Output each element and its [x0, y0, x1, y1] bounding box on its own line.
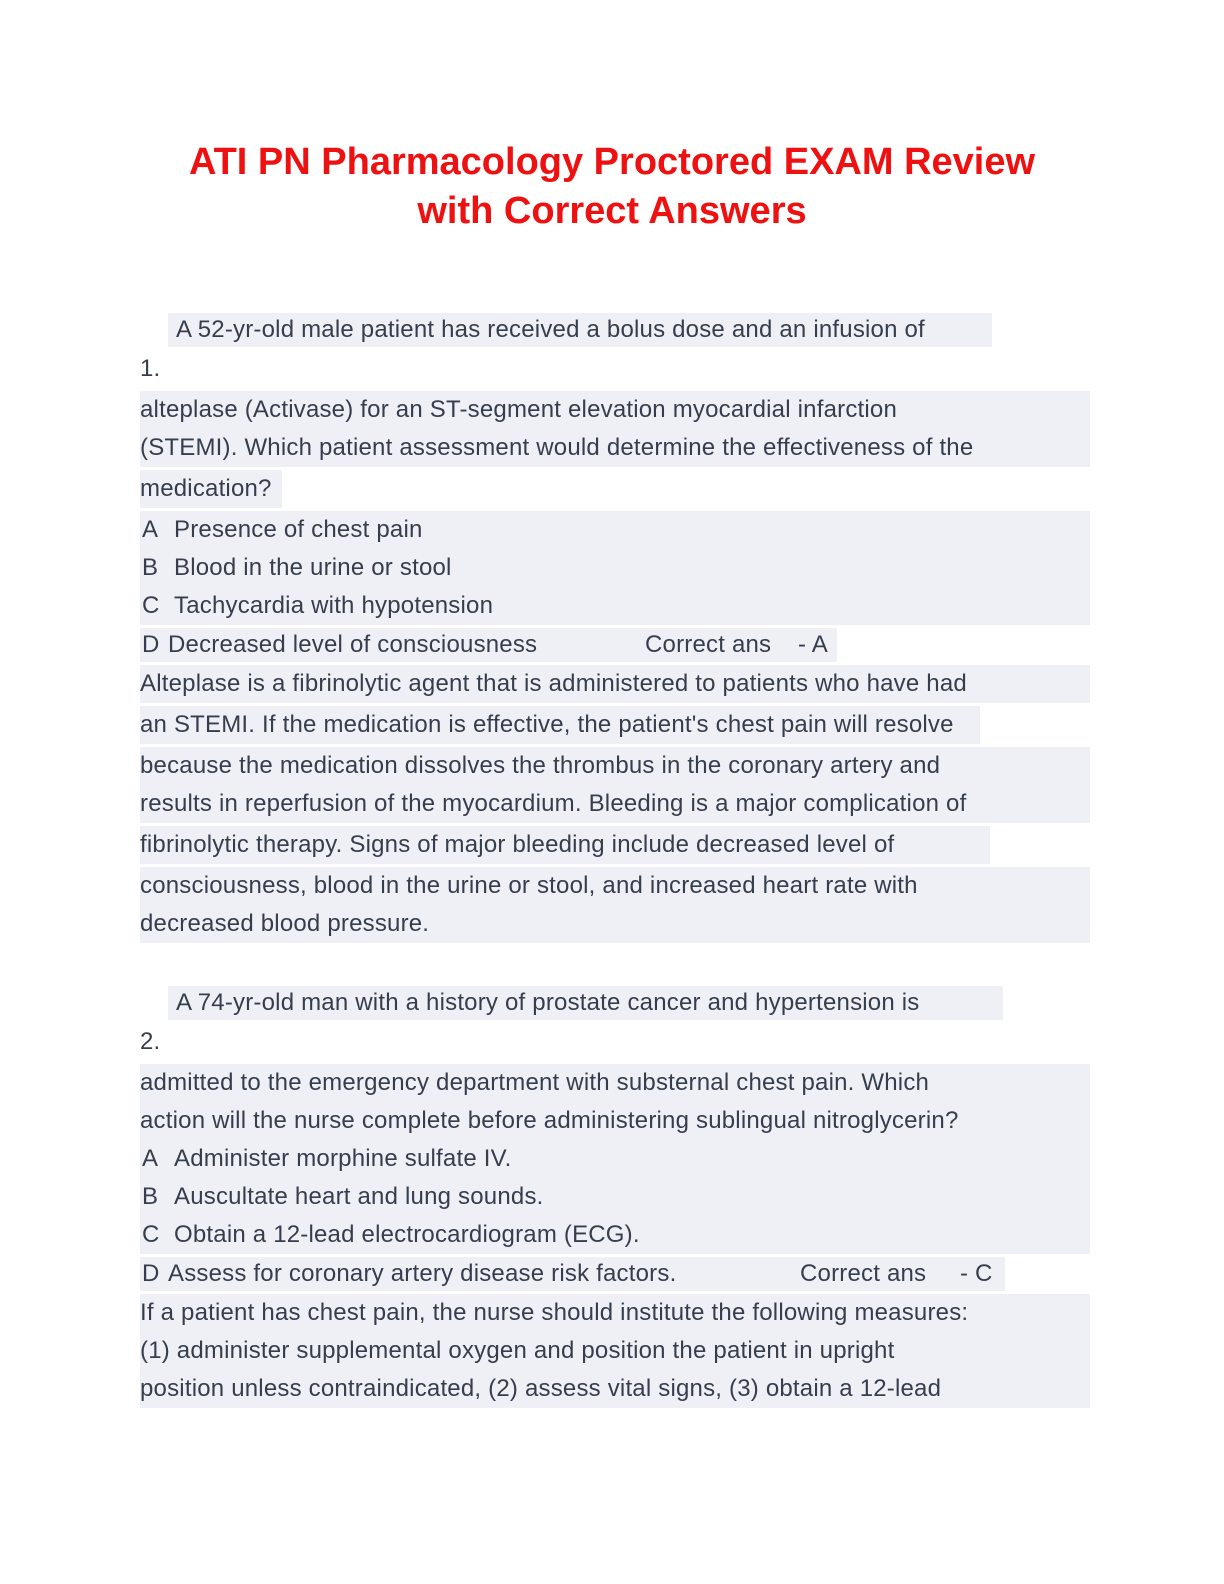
highlighted-text-block [140, 747, 1090, 823]
option-text: Administer morphine sulfate IV. [174, 1145, 512, 1172]
paragraph-line [140, 1332, 1090, 1370]
question-intro-line [140, 310, 1100, 348]
option-text: Assess for coronary artery disease risk factors. [168, 1260, 677, 1287]
option-text: Tachycardia with hypotension [174, 592, 494, 619]
paragraph-text: (1) administer supplemental oxygen and position the patient in upright [140, 1337, 895, 1364]
paragraph-text: fibrinolytic therapy. Signs of major bleeding include decreased level of [140, 831, 895, 858]
question-intro-line [140, 983, 1100, 1021]
option-letter: A [142, 516, 159, 543]
paragraph-text: action will the nurse complete before administering sublingual nitroglycerin? [140, 1107, 959, 1134]
highlighted-text-block [140, 665, 1090, 703]
paragraph-text: Alteplase is a fibrinolytic agent that is administered to patients who have had [140, 670, 967, 697]
highlighted-text-block [140, 826, 990, 864]
highlighted-text-block [140, 470, 282, 508]
question-intro-text: A 52-yr-old male patient has received a bolus dose and an infusion of [168, 313, 992, 347]
correct-answer-label: Correct ans [800, 1260, 927, 1287]
paragraph-line [140, 470, 282, 508]
paragraph-line [140, 826, 990, 864]
option-text: Decreased level of consciousness [168, 631, 538, 658]
paragraph-line [140, 1102, 1090, 1140]
paragraph-line [140, 391, 1090, 429]
option-line [140, 549, 1090, 587]
question-number: 2. [140, 1028, 161, 1055]
paragraph-text: (STEMI). Which patient assessment would determine the effectiveness of the [140, 434, 974, 461]
option-line [140, 587, 1090, 625]
option-line [140, 1178, 1090, 1216]
paragraph-text: admitted to the emergency department with substernal chest pain. Which [140, 1069, 930, 1096]
paragraph-line [140, 867, 1090, 905]
page-title-line-2: with Correct Answers [417, 190, 807, 232]
question-2 [140, 983, 1100, 1408]
option-letter: B [142, 1183, 159, 1210]
option-text: Blood in the urine or stool [174, 554, 452, 581]
highlighted-text-block [140, 1064, 1090, 1254]
option-letter: D [142, 631, 160, 658]
question-intro-text: A 74-yr-old man with a history of prostate cancer and hypertension is [168, 986, 1003, 1020]
paragraph-line [140, 1064, 1090, 1102]
page-title [0, 138, 1224, 236]
option-letter: D [142, 1260, 160, 1287]
paragraph-line [140, 429, 1090, 467]
option-line [140, 511, 1090, 549]
option-text: Presence of chest pain [174, 516, 423, 543]
highlighted-text-block [140, 511, 1090, 625]
highlighted-text-block [140, 867, 1090, 943]
option-letter: A [142, 1145, 159, 1172]
page-title-line-1: ATI PN Pharmacology Proctored EXAM Review [188, 141, 1036, 183]
correct-answer-value: - C [960, 1260, 993, 1287]
option-text: Obtain a 12-lead electrocardiogram (ECG). [174, 1221, 640, 1248]
paragraph-line [140, 1370, 1090, 1408]
paragraph-line [140, 665, 1090, 703]
paragraph-text: decreased blood pressure. [140, 910, 430, 937]
option-letter: C [142, 592, 160, 619]
highlighted-text-block [140, 391, 1090, 467]
paragraph-text: medication? [140, 475, 272, 502]
question-1 [140, 310, 1100, 943]
paragraph-text: position unless contraindicated, (2) assess vital signs, (3) obtain a 12-lead [140, 1375, 942, 1402]
answer-line [140, 1257, 1005, 1291]
option-letter: C [142, 1221, 160, 1248]
answer-line [140, 628, 837, 662]
option-line [140, 1140, 1090, 1178]
highlighted-text-block [140, 706, 980, 744]
paragraph-line [140, 905, 1090, 943]
option-line [140, 1216, 1090, 1254]
paragraph-line [140, 785, 1090, 823]
paragraph-line [140, 747, 1090, 785]
paragraph-text: an STEMI. If the medication is effective, the patient's chest pain will resolve [140, 711, 954, 738]
correct-answer-label: Correct ans [645, 631, 772, 658]
question-number: 1. [140, 355, 161, 382]
paragraph-text: If a patient has chest pain, the nurse should institute the following measures: [140, 1299, 969, 1326]
paragraph-line [140, 706, 980, 744]
paragraph-text: results in reperfusion of the myocardium. Bleeding is a major complication of [140, 790, 967, 817]
paragraph-text: because the medication dissolves the thrombus in the coronary artery and [140, 752, 941, 779]
paragraph-line [140, 1294, 1090, 1332]
correct-answer-value: - A [798, 631, 828, 658]
paragraph-text: alteplase (Activase) for an ST-segment elevation myocardial infarction [140, 396, 898, 423]
option-letter: B [142, 554, 159, 581]
highlighted-text-block [140, 1294, 1090, 1408]
document-content [140, 310, 1100, 1411]
paragraph-text: consciousness, blood in the urine or stool, and increased heart rate with [140, 872, 918, 899]
option-text: Auscultate heart and lung sounds. [174, 1183, 544, 1210]
